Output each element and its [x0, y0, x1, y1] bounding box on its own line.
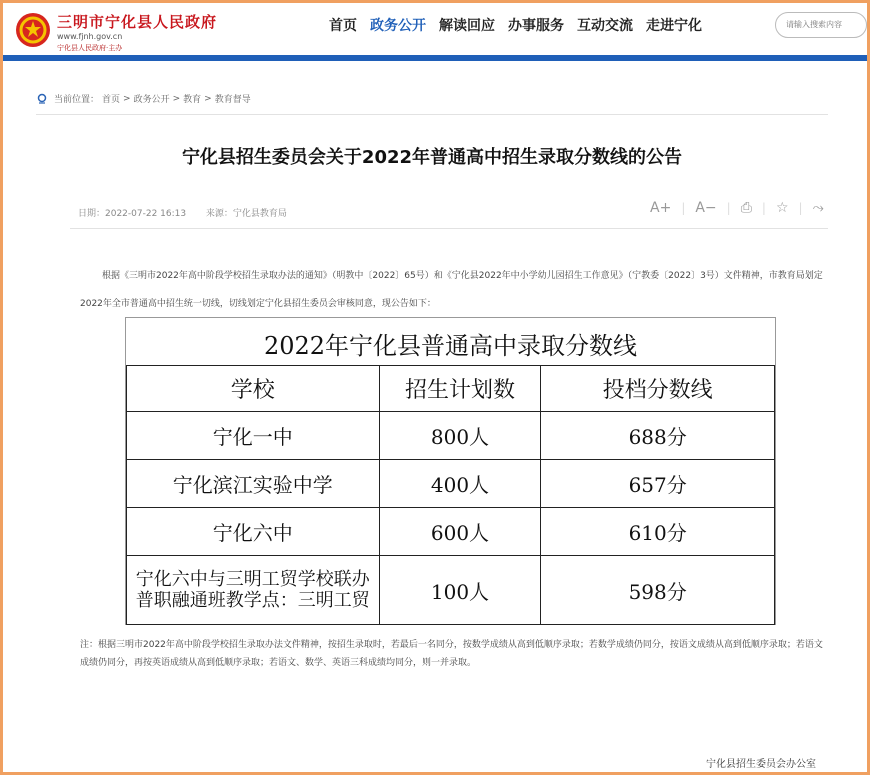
- score-cell: 610分: [541, 508, 775, 556]
- font-increase-button[interactable]: A+: [650, 200, 672, 216]
- school-cell: 宁化六中与三明工贸学校联办普职融通班教学点：三明工贸: [127, 556, 380, 625]
- breadcrumb-separator: >: [123, 93, 131, 104]
- nav-government-affairs[interactable]: 政务公开: [370, 18, 426, 34]
- score-cell: 688分: [541, 412, 775, 460]
- article-date: 日期：2022-07-22 16:13: [78, 209, 187, 219]
- site-sponsor: 宁化县人民政府·主办: [57, 44, 123, 52]
- main-nav: [329, 15, 702, 35]
- breadcrumb-education-supervision[interactable]: 教育督导: [214, 95, 251, 105]
- search-input[interactable]: 请输入搜索内容: [775, 12, 867, 38]
- plan-cell: 400人: [379, 460, 541, 508]
- breadcrumb-home[interactable]: 首页: [102, 95, 121, 105]
- site-domain: www.fjnh.gov.cn: [57, 32, 123, 41]
- article-signature: 宁化县招生委员会办公室: [706, 759, 816, 770]
- breadcrumb-separator: >: [172, 93, 181, 104]
- breadcrumb-separator: >: [204, 93, 212, 104]
- header-school: 学校: [127, 366, 380, 412]
- nav-home[interactable]: 首页: [329, 18, 357, 34]
- article-source: 来源：宁化县教育局: [205, 209, 287, 219]
- header-enrollment-plan: 招生计划数: [379, 366, 541, 412]
- table-header-row: [127, 366, 775, 412]
- score-table-title: 2022年宁化县普通高中录取分数线: [263, 332, 638, 360]
- breadcrumb: [36, 92, 254, 105]
- plan-cell: 600人: [379, 508, 541, 556]
- score-table-image: [125, 317, 776, 625]
- score-cell: 598分: [541, 556, 775, 625]
- table-row: [127, 460, 775, 508]
- plan-cell: 100人: [379, 556, 541, 625]
- article-title: 宁化县招生委员会关于2022年普通高中招生录取分数线的公告: [181, 147, 683, 168]
- article-intro: [80, 262, 828, 318]
- print-icon[interactable]: ⎙: [740, 200, 752, 216]
- nav-interpretation[interactable]: 解读回应: [439, 18, 495, 34]
- nav-about-ninghua[interactable]: 走进宁化: [646, 18, 702, 34]
- favorite-icon[interactable]: ☆: [775, 200, 789, 216]
- header-cutoff-score: 投档分数线: [541, 366, 775, 412]
- table-row: [127, 508, 775, 556]
- site-header: [3, 3, 867, 61]
- tool-separator: |: [726, 201, 731, 215]
- share-icon[interactable]: ⤳: [812, 200, 824, 216]
- article-note: 注：根据三明市2022年高中阶段学校招生录取办法文件精神，按招生录取时，若最后一名同分，按数学成绩从高到低顺序录取；若数学成绩仍同分，按语文成绩从高到低顺序录取；若语文成绩仍同分，再按英语成绩从高到低顺序录取；若语文、数学、英语三科成绩均同分，则一并录取。: [80, 640, 823, 668]
- article-tools: [650, 200, 824, 216]
- article-meta: [78, 206, 287, 219]
- score-cell: 657分: [541, 460, 775, 508]
- school-cell: 宁化六中: [127, 508, 380, 556]
- breadcrumb-label: 当前位置：: [54, 95, 100, 105]
- national-emblem-icon[interactable]: [15, 12, 51, 48]
- intro-text: 根据《三明市2022年高中阶段学校招生录取办法的通知》（明教中〔2022〕65号）和《宁化县2022年中小学幼儿园招生工作意见》（宁教委〔2022〕3号）文件精神，市教育局划定2022年全市普通高中招生统一切线，切线划定宁化县招生委员会审核同意，现公告如下：: [80, 271, 823, 309]
- breadcrumb-education[interactable]: 教育: [183, 95, 202, 105]
- font-decrease-button[interactable]: A−: [695, 200, 717, 216]
- table-row: [127, 556, 775, 625]
- nav-services[interactable]: 办事服务: [508, 18, 564, 34]
- score-table: [126, 365, 775, 625]
- nav-interaction[interactable]: 互动交流: [577, 18, 633, 34]
- divider: [36, 114, 828, 115]
- site-name[interactable]: 三明市宁化县人民政府: [57, 13, 218, 31]
- school-cell: 宁化一中: [127, 412, 380, 460]
- plan-cell: 800人: [379, 412, 541, 460]
- table-row: [127, 412, 775, 460]
- school-cell: 宁化滨江实验中学: [127, 460, 380, 508]
- tool-separator: |: [798, 201, 803, 215]
- divider: [70, 228, 828, 229]
- tool-separator: |: [681, 201, 686, 215]
- tool-separator: |: [761, 201, 766, 215]
- breadcrumb-government-affairs[interactable]: 政务公开: [133, 95, 170, 105]
- location-icon: [36, 93, 48, 105]
